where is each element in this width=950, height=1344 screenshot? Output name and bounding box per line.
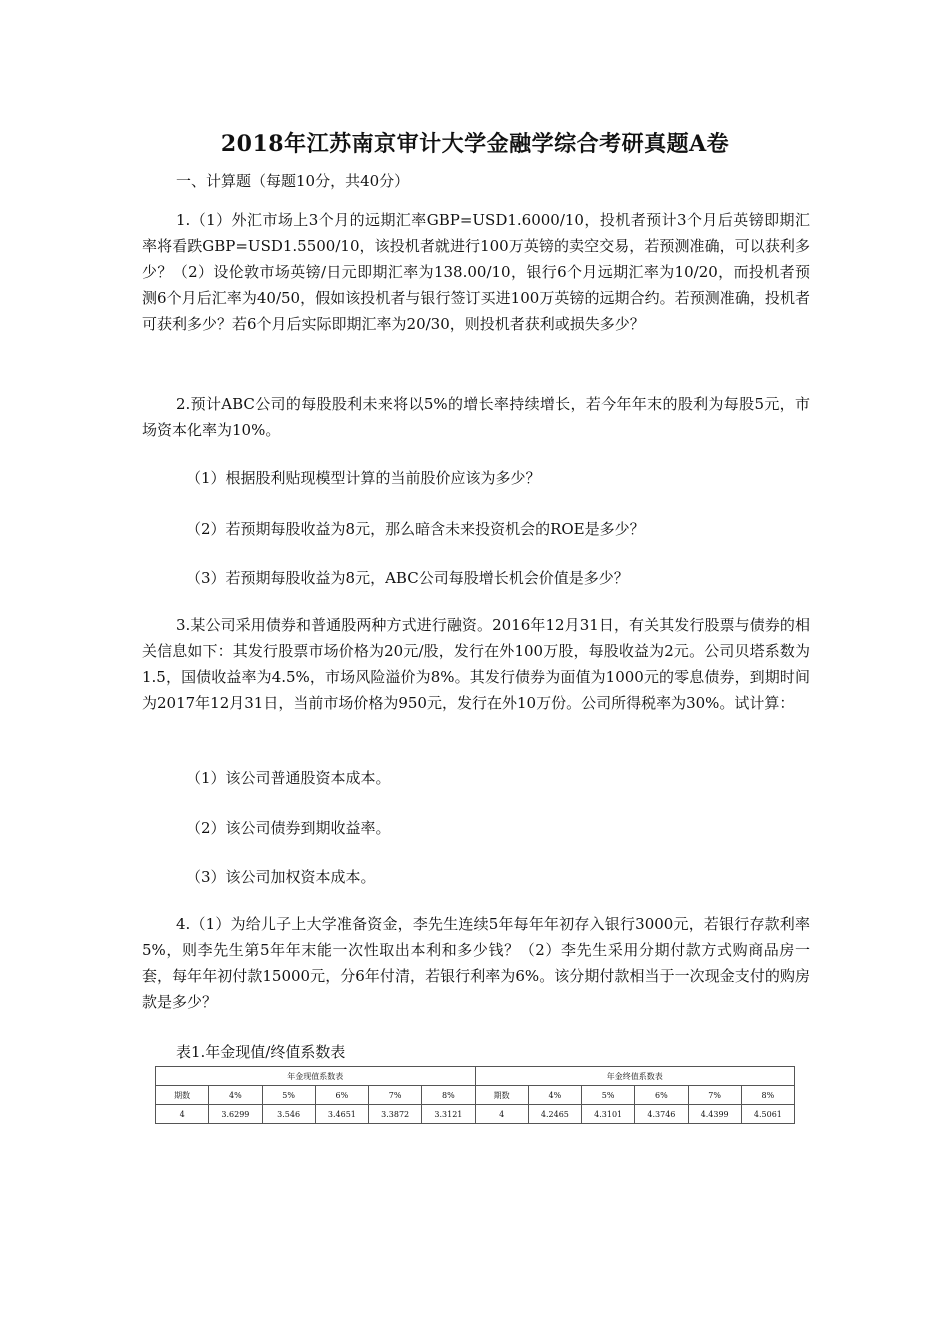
table-cell: 3.3872 [369, 1105, 422, 1124]
table-cell: 4.2465 [528, 1105, 581, 1124]
question-2-sub-2: （2）若预期每股收益为8元，那么暗含未来投资机会的ROE是多少？ [186, 520, 645, 538]
question-2-sub-3: （3）若预期每股收益为8元，ABC公司每股增长机会价值是多少？ [186, 569, 629, 587]
table-cell: 4.4399 [688, 1105, 741, 1124]
question-3: 3.某公司采用债券和普通股两种方式进行融资。2016年12月31日，有关其发行股票与债券的相关信息如下：其发行股票市场价格为20元/股，发行在外100万股，每股收益为2元。公司贝塔系数为1.5，国债收益率为4.5%，市场风险溢价为8%。其发行债券为面值为1000元的零息债券，到期时间为2017年12月31日，当前市场价格为950元，发行在外10万份。公司所得税率为30%。试计算： [142, 616, 810, 712]
table-caption: 表1.年金现值/终值系数表 [176, 1043, 346, 1061]
table-row [156, 1105, 795, 1124]
table-cell: 3.6299 [209, 1105, 262, 1124]
table-cell: 4 [475, 1105, 528, 1124]
table-cell: 3.546 [262, 1105, 315, 1124]
table-header-row [156, 1067, 795, 1086]
page-title: 2018年江苏南京审计大学金融学综合考研真题A卷 [220, 131, 730, 157]
column-header: 期数 [475, 1086, 528, 1105]
table-cell: 3.4651 [315, 1105, 368, 1124]
column-header: 期数 [156, 1086, 209, 1105]
column-header: 8% [422, 1086, 475, 1105]
table-column-row [156, 1086, 795, 1105]
annuity-coefficient-table [155, 1066, 795, 1124]
question-2-sub-1: （1）根据股利贴现模型计算的当前股价应该为多少？ [186, 469, 541, 487]
fv-table-header: 年金终值系数表 [475, 1067, 795, 1086]
table-cell: 4.3746 [635, 1105, 688, 1124]
table-cell: 4.5061 [741, 1105, 794, 1124]
section-heading: 一、计算题（每题10分，共40分） [176, 172, 410, 190]
question-1: 1.（1）外汇市场上3个月的远期汇率GBP=USD1.6000/10，投机者预计3个月后英镑即期汇率将看跌GBP=USD1.5500/10，该投机者就进行100万英镑的卖空交易，若预测准确，可以获利多少？（2）设伦敦市场英镑/日元即期汇率为138.00/10，银行6个月远期汇率为10/20，而投机者预测6个月后汇率为40/50，假如该投机者与银行签订买进100万英镑的远期合约。若预测准确，投机者可获利多少？若6个月后实际即期汇率为20/30，则投机者获利或损失多少？ [142, 211, 810, 333]
column-header: 4% [209, 1086, 262, 1105]
column-header: 6% [315, 1086, 368, 1105]
column-header: 5% [262, 1086, 315, 1105]
question-3-sub-3: （3）该公司加权资本成本。 [186, 868, 376, 886]
column-header: 4% [528, 1086, 581, 1105]
question-2: 2.预计ABC公司的每股股利未来将以5%的增长率持续增长，若今年年末的股利为每股5元，市场资本化率为10%。 [142, 395, 810, 439]
table-cell: 3.3121 [422, 1105, 475, 1124]
column-header: 6% [635, 1086, 688, 1105]
column-header: 5% [582, 1086, 635, 1105]
column-header: 7% [369, 1086, 422, 1105]
table-cell: 4 [156, 1105, 209, 1124]
question-3-sub-2: （2）该公司债券到期收益率。 [186, 819, 391, 837]
question-3-sub-1: （1）该公司普通股资本成本。 [186, 769, 391, 787]
table-cell: 4.3101 [582, 1105, 635, 1124]
question-4: 4.（1）为给儿子上大学准备资金，李先生连续5年每年年初存入银行3000元，若银行存款利率5%，则李先生第5年年末能一次性取出本利和多少钱？（2）李先生采用分期付款方式购商品房一套，每年年初付款15000元，分6年付清，若银行利率为6%。该分期付款相当于一次现金支付的购房款是多少？ [142, 915, 810, 1011]
pv-table-header: 年金现值系数表 [156, 1067, 476, 1086]
column-header: 8% [741, 1086, 794, 1105]
column-header: 7% [688, 1086, 741, 1105]
